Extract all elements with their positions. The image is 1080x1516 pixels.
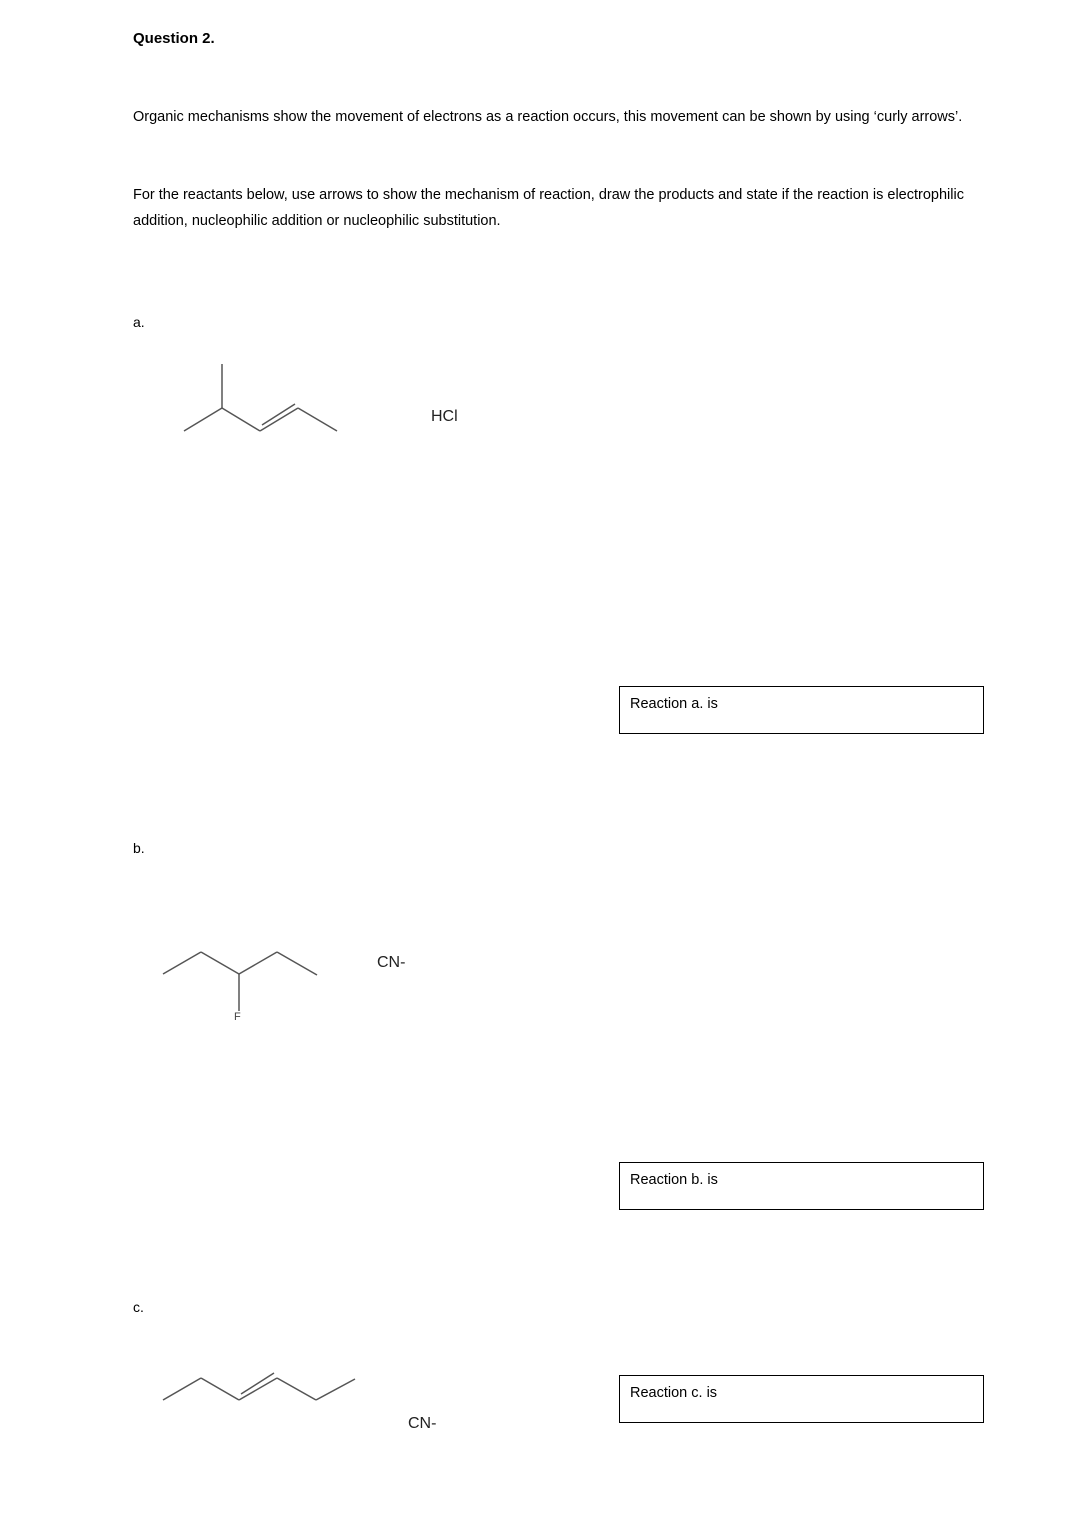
part-b-answer-prompt: Reaction b. is	[630, 1172, 718, 1188]
part-c-reagent: CN-	[408, 1415, 437, 1432]
part-a-answer-prompt: Reaction a. is	[630, 696, 718, 712]
part-a-label: a.	[133, 314, 145, 330]
part-a-reagent: HCl	[431, 408, 458, 425]
instructions-paragraph: For the reactants below, use arrows to show the mechanism of reaction, draw the products and state if the reaction is electrophilic addition, nucleophilic addition or nucleophilic substitution.	[133, 187, 964, 229]
part-c-answer-box[interactable]	[619, 1375, 984, 1423]
question-title: Question 2.	[133, 30, 215, 47]
part-b-substituent: F	[234, 1011, 241, 1023]
part-b-reagent: CN-	[377, 954, 406, 971]
part-c-label: c.	[133, 1299, 144, 1315]
part-c-answer-prompt: Reaction c. is	[630, 1385, 718, 1401]
part-b-label: b.	[133, 840, 145, 856]
intro-paragraph: Organic mechanisms show the movement of electrons as a reaction occurs, this movement can be shown by using ‘curly arrows’.	[133, 109, 963, 125]
